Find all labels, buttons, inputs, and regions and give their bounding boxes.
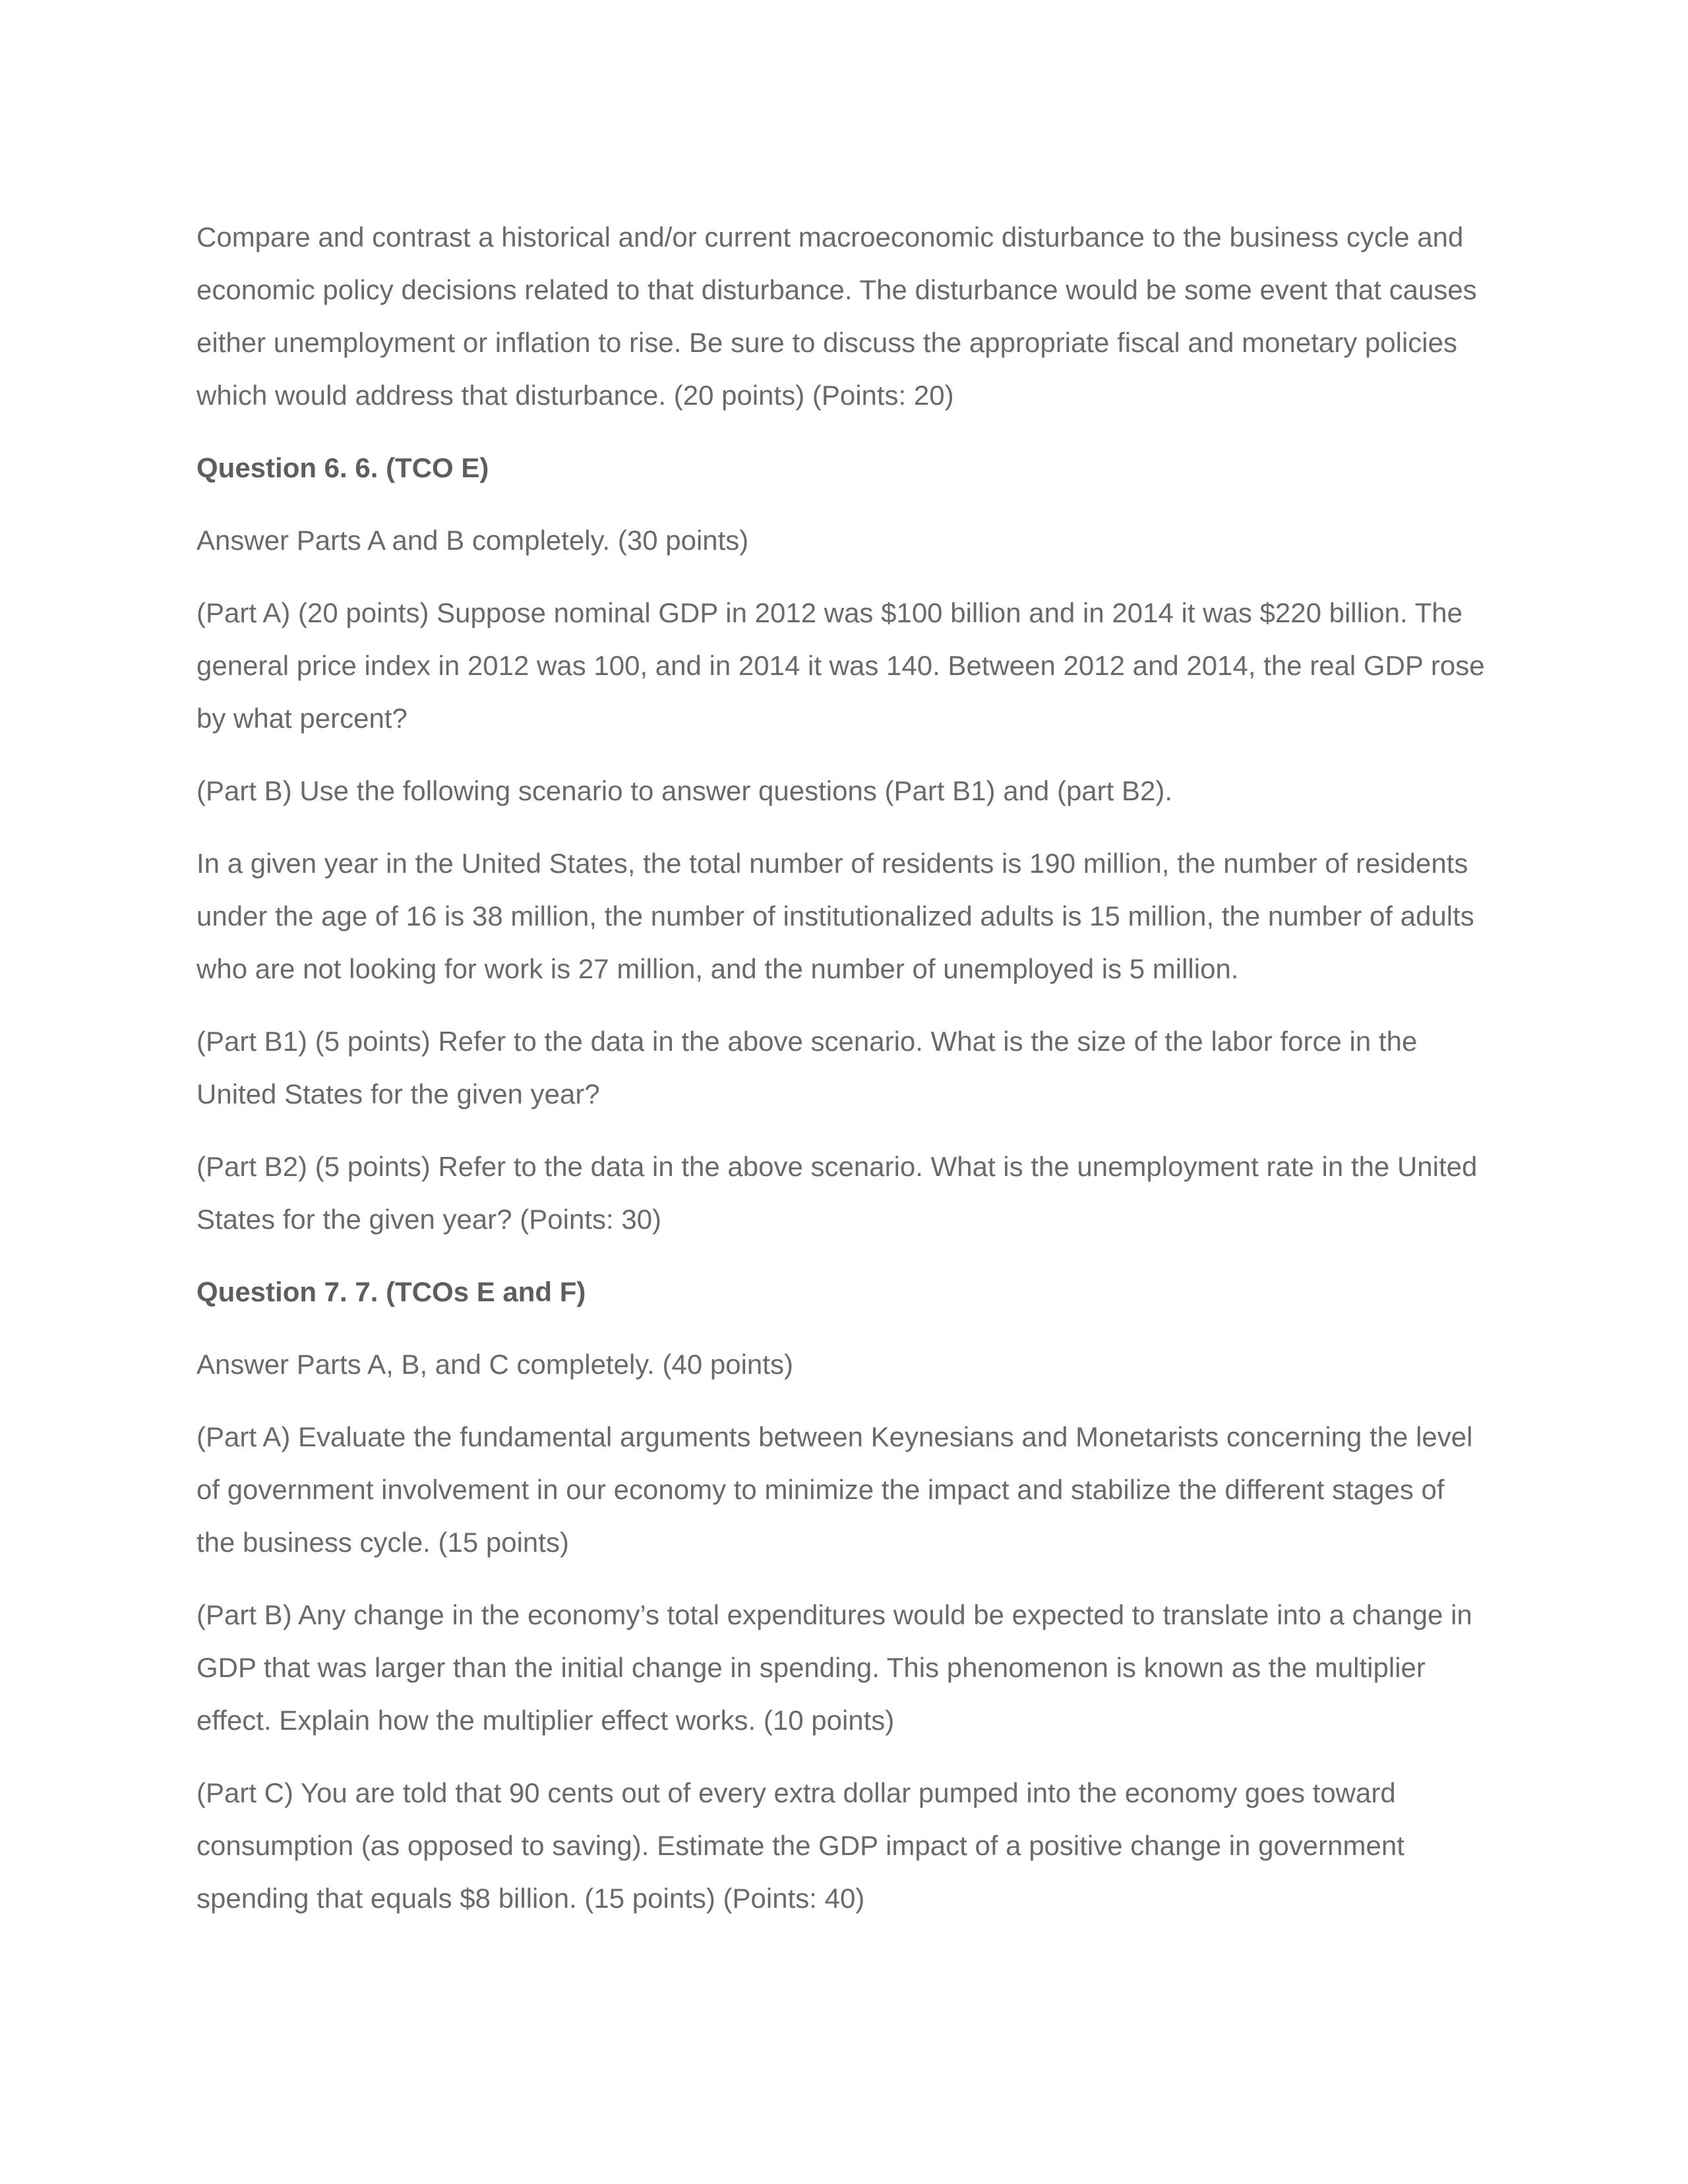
- question-6-part-b: (Part B) Use the following scenario to answer questions (Part B1) and (part B2).: [196, 775, 1173, 806]
- question-6-part-b1: (Part B1) (5 points) Refer to the data in the above scenario. What is the size of the labor force in the United States for the given year?: [196, 1026, 1418, 1109]
- question-7-part-a: (Part A) Evaluate the fundamental arguments between Keynesians and Monetarists concerning the level of government involvement in our economy to minimize the impact and stabilize the different stages of the business cycle. (15 points): [196, 1421, 1473, 1558]
- question-7-part-b: (Part B) Any change in the economy’s total expenditures would be expected to translate into a change in GDP that was larger than the initial change in spending. This phenomenon is known as the multiplier effect. Explain how the multiplier effect works. (10 points): [196, 1599, 1472, 1736]
- question-6-scenario: In a given year in the United States, the total number of residents is 190 million, the number of residents under the age of 16 is 38 million, the number of institutionalized adults is 15 million, the number of adults who are not looking for work is 27 million, and the number of unemployed is 5 million.: [196, 848, 1474, 984]
- question-5-prompt: Compare and contrast a historical and/or current macroeconomic disturbance to the business cycle and economic policy decisions related to that disturbance. The disturbance would be some event that causes either unemployment or inflation to rise. Be sure to discuss the appropriate fiscal and monetary policies which would address that disturbance. (20 points) (Points: 20): [196, 221, 1477, 411]
- question-7-part-c: (Part C) You are told that 90 cents out of every extra dollar pumped into the economy goes toward consumption (as opposed to saving). Estimate the GDP impact of a positive change in government spending that equals $8 billion. (15 points) (Points: 40): [196, 1777, 1404, 1914]
- question-6-instructions: Answer Parts A and B completely. (30 points): [196, 525, 749, 556]
- question-7-instructions: Answer Parts A, B, and C completely. (40 points): [196, 1349, 793, 1380]
- document-body: [196, 211, 1489, 1945]
- question-6-part-a: (Part A) (20 points) Suppose nominal GDP in 2012 was $100 billion and in 2014 it was $220 billion. The general price index in 2012 was 100, and in 2014 it was 140. Between 2012 and 2014, the real GDP rose by what percent?: [196, 597, 1485, 734]
- question-6-part-b2: (Part B2) (5 points) Refer to the data in the above scenario. What is the unemployment rate in the United States for the given year? (Points: 30): [196, 1151, 1478, 1235]
- question-7-heading: Question 7. 7. (TCOs E and F): [196, 1276, 586, 1307]
- question-6-heading: Question 6. 6. (TCO E): [196, 452, 489, 483]
